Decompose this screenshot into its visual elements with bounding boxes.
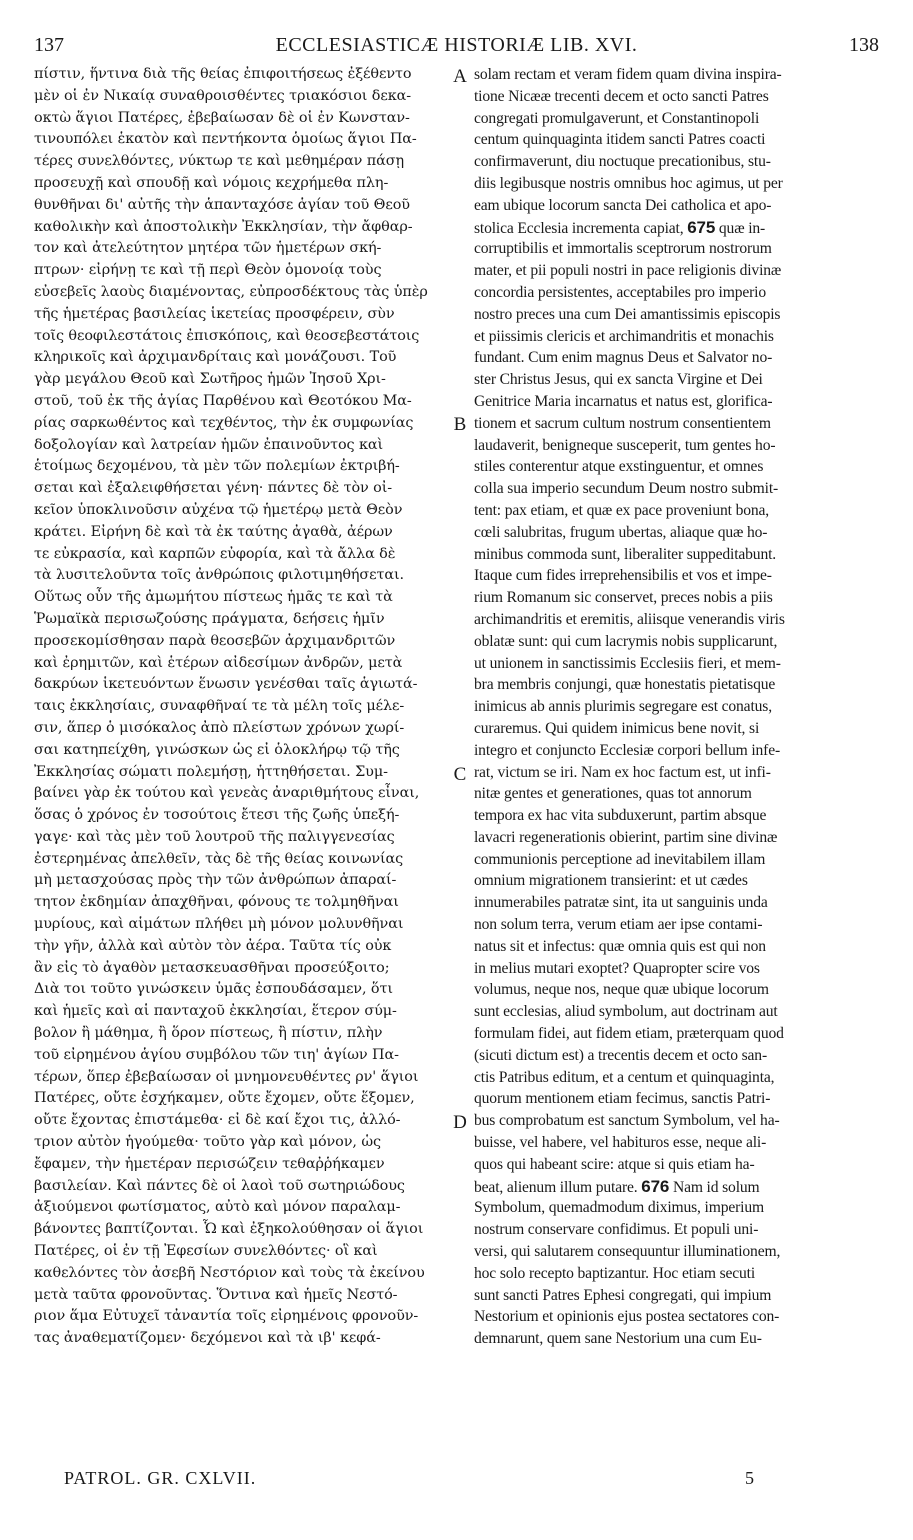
latin-text-line: tione Nicææ trecenti decem et octo sancti Patres [474, 87, 769, 105]
running-header [34, 34, 879, 62]
greek-text-line: ὅσας ὁ χρόνος ἐν τοσούτοις ἔτεσι τῆς ζωῆς ὑπεξή- [34, 807, 400, 824]
latin-text-line: sunt sancti Patres Ephesi congregati, qui impium [474, 1286, 772, 1304]
latin-text-line: inimicus ab annis plurimis segregare est conatus, [474, 698, 772, 716]
latin-text-line: et piissimis clericis et archimandritis et monachis [474, 327, 774, 345]
greek-text-line: βολον ἢ μάθημα, ἢ ὅρον πίστεως, ἢ πίστιν, πλὴν [34, 1025, 383, 1042]
latin-text-line: lavacri regenerationis obierint, partim sine divinæ [474, 828, 778, 846]
latin-text-line: concordia persistentes, acceptabiles pro imperio [474, 283, 766, 301]
latin-text-line: quos qui habeant scire: atque si quis etiam ha- [474, 1155, 755, 1173]
latin-text-line: tionem et sacrum cultum nostrum consentientem [474, 414, 771, 432]
greek-text-line: τέρων, ὅπερ ἐβεβαίωσαν οἱ μνημονευθέντες ρν' ἅγιοι [34, 1068, 419, 1085]
greek-text-line: γὰρ μεγάλου Θεοῦ καὶ Σωτῆρος ἡμῶν Ἰησοῦ Χρι- [34, 371, 386, 388]
greek-text-line: τοῦ εἰρημένου ἁγίου συμβόλου τῶν τιη' ἁγίων Πα- [34, 1046, 399, 1063]
latin-text-line: stolica Ecclesia incrementa capiat, 675 quæ in- [474, 217, 766, 237]
greek-text-line: τε εὐκρασία, καὶ καρπῶν εὐφορία, καὶ τὰ ἄλλα δὲ [34, 545, 396, 562]
latin-text-line: beat, alienum illum putare. 676 Nam id solum [474, 1176, 760, 1196]
latin-text-line: nostro preces una cum Dei amantissimis episcopis [474, 305, 781, 323]
latin-text-line: colla sua imperio secundum Deum nostro submit- [474, 480, 779, 498]
latin-text-line: quorum mentionem etiam fecimus, sanctis Patri- [474, 1090, 771, 1108]
greek-text-line: ἐστερημένας ἀπελθεῖν, τὰς δὲ τῆς θείας κοινωνίας [34, 850, 404, 867]
latin-text-line: curaremus. Qui quidem inimicus bene novit, si [474, 719, 760, 737]
latin-text-line: eam ubique locorum sancta Dei catholica et apo- [474, 196, 772, 214]
greek-text-line: μὴ μετασχούσας πρὸς τὴν τῶν ἀνθρώπων ἀπαραί- [34, 872, 397, 889]
greek-text-line: προσευχῇ καὶ σπουδῇ καὶ νόμοις κεχρήμεθα πλη- [34, 174, 389, 191]
greek-text-line: οκτὼ ἅγιοι Πατέρες, ἐβεβαίωσαν δὲ οἱ ἐν Κωνσταν- [34, 109, 410, 126]
greek-text-line: σεται καὶ ἐξαλειφθήσεται γένη· πάντες δὲ τὸν οἰ- [34, 480, 393, 497]
latin-text-line: diis legibusque nostris omnibus hoc agimus, ut per [474, 174, 783, 192]
greek-text-line: Οὕτως οὖν τῆς ἀμωμήτου πίστεως ἡμᾶς τε καὶ τὰ [34, 589, 393, 606]
greek-text-line: τινουπόλει ἑκατὸν καὶ πεντήκοντα ὁμοίως ἅγιοι Πα- [34, 131, 417, 148]
latin-text-line: centum quinquaginta itidem sancti Patres coacti [474, 131, 766, 149]
greek-text-line: σαι κατηπείχθη, γινώσκων ὡς εἰ ὁλοκλήρῳ τῷ τῆς [34, 741, 400, 758]
greek-text-line: μὲν οἱ ἐν Νικαίᾳ συναθροισθέντες τριακόσιοι δεκα- [34, 87, 411, 104]
latin-text-line: integro et conjuncto Ecclesiæ corpori bellum infe- [474, 741, 781, 759]
latin-text-line: ut unionem in sanctissimis Ecclesiis fieri, et mem- [474, 654, 781, 672]
greek-text-line: Πατέρες, οἱ ἐν τῇ Ἐφεσίων συνελθόντες· οἳ καὶ [34, 1243, 378, 1260]
latin-text-line: laudaverit, benigneque susceperit, tum gentes ho- [474, 436, 776, 454]
greek-text-line: πτρων· εἰρήνῃ τε καὶ τῇ περὶ Θεὸν ὁμονοίᾳ τοὺς [34, 262, 382, 279]
latin-text-line: demnarunt, quem sane Nestorium una cum Eu- [474, 1330, 762, 1348]
greek-text-line: τῆς ἡμετέρας βασιλείας ἱκετείας προσφέρειν, σὺν [34, 305, 395, 322]
greek-text-line: τητον ἐκδημίαν ἀπαχθῆναι, φόνους τε τολμηθῆναι [34, 894, 399, 911]
page-number-left: 137 [34, 34, 64, 56]
latin-text-line: tempora ex hac vita subduxerunt, partim absque [474, 807, 767, 825]
latin-text-line: ctis Patribus editum, et a centum et quinquaginta, [474, 1068, 775, 1086]
latin-text-line: natus sit et infectus: quæ omnia quis est qui non [474, 937, 766, 955]
greek-text-line: ταις ἐκκλησίαις, συναφθῆναί τε τὰ μέλη τοῖς μέλε- [34, 698, 405, 715]
latin-text-line: (sicuti dictum est) a trecentis decem et octo san- [474, 1046, 767, 1064]
latin-text-line: volumus, neque nos, neque quæ ubique locorum [474, 981, 769, 999]
greek-text-line: καὶ ἡμεῖς καὶ αἱ πανταχοῦ ἐκκλησίαι, ἕτερον σύμ- [34, 1003, 397, 1020]
latin-text-line: confirmaverunt, diu noctuque precationibus, stu- [474, 153, 771, 171]
greek-text-line: ἀξιούμενοι φωτίσματος, αὐτὸ καὶ μόνον παραλαμ- [34, 1199, 401, 1216]
greek-text-line: καὶ ἐρημιτῶν, καὶ ἑτέρων αἰδεσίμων ἀνδρῶν, μετὰ [34, 654, 403, 671]
latin-text-line: buisse, vel habere, vel habituros esse, neque ali- [474, 1134, 767, 1152]
margin-marker-a: A [453, 66, 467, 87]
greek-text-line: κληρικοῖς καὶ ἀρχιμανδρίταις καὶ μονάζουσι. Τοῦ [34, 349, 397, 366]
latin-text-line: bra membris conjungi, quæ honestatis pietatisque [474, 676, 776, 694]
greek-text-line: εὐσεβεῖς λαοὺς διαμένοντας, εὐπροσδέκτους τὰς ὑπὲρ [34, 283, 428, 300]
greek-text-line: μυρίους, καὶ αἱμάτων πλήθει μὴ μόνον μολυνθῆναι [34, 916, 404, 933]
latin-text-line: sunt ecclesias, aliud symbolum, aut doctrinam aut [474, 1003, 778, 1021]
footer-signature: 5 [745, 1468, 754, 1488]
greek-text-line: καθολικὴν καὶ ἀποστολικὴν Ἐκκλησίαν, τὴν ἄφθαρ- [34, 218, 413, 235]
latin-text-line: formulam fidei, aut fidem etiam, præterquam quod [474, 1025, 784, 1043]
latin-text-line: versi, qui salutarem consequuntur illuminationem, [474, 1243, 781, 1261]
greek-text-line: θυνθῆναι δι' αὐτῆς τὴν ἁπανταχόσε ἁγίαν τοῦ Θεοῦ [34, 196, 410, 213]
greek-text-line: πίστιν, ἥντινα διὰ τῆς θείας ἐπιφοιτήσεως ἐξέθεντο [34, 66, 412, 82]
margin-marker-b: B [453, 414, 467, 435]
latin-text-line: tent: pax etiam, et quæ ex pace proveniunt bona, [474, 501, 770, 519]
greek-text-line: Ἐκκλησίας σώματι πολεμήσῃ, ἡττηθήσεται. Συμ- [34, 763, 388, 780]
latin-text-line: in melius mutari exoptet? Quapropter scire vos [474, 959, 760, 977]
latin-text-line: corruptibilis et immortalis sceptrorum nostrorum [474, 240, 772, 258]
greek-text-line: προσεκομίσθησαν παρὰ θεοσεβῶν ἀρχιμανδριτῶν [34, 632, 396, 649]
greek-text-line: Ῥωμαϊκὰ περισωζούσης πράγματα, δεήσεις ἡμῖν [34, 610, 385, 627]
latin-text-line: Symbolum, quemadmodum diximus, imperium [474, 1199, 764, 1217]
latin-text-line: stiles conterentur atque exstinguentur, et omnes [474, 458, 764, 476]
greek-text-line: ἔφαμεν, τὴν ἡμετέραν περισώζειν τεθαῤῥήκαμεν [34, 1155, 385, 1172]
latin-text-line: solam rectam et veram fidem quam divina inspira- [474, 66, 782, 83]
greek-text-line: ριον ἅμα Εὐτυχεῖ τἀναντία τοῖς εἰρημένοις φρονοῦν- [34, 1308, 419, 1325]
margin-marker-c: C [453, 764, 467, 785]
greek-text-line: Πατέρες, οὔτε ἐσχήκαμεν, οὔτε ἔχομεν, οὔτε ἕξομεν, [34, 1090, 415, 1107]
running-title: ECCLESIASTICÆ HISTORIÆ LIB. XVI. [275, 34, 638, 56]
greek-text-line: ἑτοίμως δεχομένου, τὰ μὲν τῶν πολεμίων ἐκτριβή- [34, 458, 400, 475]
greek-text-line: βασιλείαν. Καὶ πάντες δὲ οἱ λαοὶ τοῦ σωτηριώδους [34, 1177, 405, 1194]
greek-text-line: τὴν γῆν, ἀλλὰ καὶ αὐτὸν τὸν ἀέρα. Ταῦτα τίς οὐκ [34, 937, 392, 954]
greek-column [34, 64, 442, 1350]
column-number-marker: 676 [641, 1176, 670, 1196]
page-number-right: 138 [849, 34, 879, 56]
latin-text-line: mater, et pii populi nostri in pace religionis divinæ [474, 262, 782, 280]
latin-text-line: oblatæ sunt: qui cum lacrymis nobis supplicarunt, [474, 632, 778, 650]
greek-text-line: τὰ λυσιτελοῦντα τοῖς ἀνθρώποις φιλοτιμηθήσεται. [34, 567, 405, 584]
greek-text-line: ἂν εἰς τὸ ἀγαθὸν μετασκευασθῆναι προσεύξοιτο; [34, 959, 390, 976]
greek-text-line: τέρες συνελθόντες, νύκτωρ τε καὶ μεθημέραν πάσῃ [34, 153, 405, 170]
greek-text-line: τριον αὐτὸν ἡγούμεθα· τοῦτο γὰρ καὶ μόνον, ὡς [34, 1134, 381, 1151]
greek-text-line: μετὰ ταῦτα φρονοῦντας. Ὅντινα καὶ ἡμεῖς Νεστό- [34, 1286, 398, 1303]
latin-text-line: archimandritis et eremitis, aliisque venerandis viris [474, 610, 785, 628]
latin-text-line: congregati promulgaverunt, et Constantinopoli [474, 109, 760, 127]
greek-text-line: τας ἀναθεματίζομεν· δεχόμενοι καὶ τὰ ιβ' κεφά- [34, 1330, 381, 1347]
latin-text-line: ster Christus Jesus, qui ex sancta Virgine et Dei [474, 371, 763, 389]
latin-text-line: Genitrice Maria incarnatus et natus est, glorifica- [474, 392, 773, 410]
greek-text-line: οὔτε ἔχοντας ἐπιστάμεθα· εἰ δὲ καί ἔχοι τις, ἀλλό- [34, 1112, 401, 1129]
greek-text-line: Διὰ τοι τοῦτο γινώσκειν ὑμᾶς ἐσπουδάσαμεν, ὅτι [34, 981, 393, 998]
greek-text-line: δακρύων ἱκετευόντων ἕνωσιν γενέσθαι ταῖς ἁγιωτά- [34, 676, 418, 693]
greek-text-line: σιν, ἅπερ ὁ μισόκαλος ἀπὸ πλείστων χρόνων χωρί- [34, 719, 405, 736]
greek-text-line: δοξολογίαν καὶ λατρείαν ἡμῶν ἐπαινοῦντος καὶ [34, 436, 384, 453]
latin-text-line: rium Romanum sic conservet, preces nobis a piis [474, 589, 773, 607]
latin-text-line: omnium migrationem transierint: et ut cædes [474, 872, 748, 890]
latin-text-line: cœli salubritas, frugum ubertas, aliaque quæ ho- [474, 523, 768, 541]
latin-text-line: innumerabiles patratæ sint, ita ut sanguinis unda [474, 894, 768, 912]
greek-text-line: καθελόντες τὸν ἀσεβῆ Νεστόριον καὶ τοὺς τὰ ἐκείνου [34, 1264, 425, 1281]
latin-text-line: minibus commoda sunt, liberaliter suppeditabunt. [474, 545, 777, 563]
latin-text-line: communionis perceptione ad inevitabilem illam [474, 850, 766, 868]
latin-text-line: rat, victum se iri. Nam ex hoc factum est, ut infi- [474, 763, 771, 781]
latin-text-line: Itaque cum fides irreprehensibilis et vos et impe- [474, 567, 772, 585]
greek-text-line: βάνοντες βαπτίζονται. Ὧ καὶ ἐξηκολούθησαν οἱ ἅγιοι [34, 1221, 424, 1238]
greek-text-line: γαγε· καὶ τὰς μὲν τοῦ λουτροῦ τῆς παλιγγενεσίας [34, 828, 395, 845]
latin-text-line: fundant. Cum enim magnus Deus et Salvator no- [474, 349, 773, 367]
margin-marker-d: D [453, 1112, 467, 1133]
greek-text-line: στοῦ, τοῦ ἐκ τῆς ἁγίας Παρθένου καὶ Θεοτόκου Μα- [34, 392, 412, 409]
latin-column [474, 64, 882, 1350]
latin-text-line: Nestorium et opinionis ejus postea sectatores con- [474, 1308, 780, 1326]
latin-text-line: hoc solo recepto baptizantur. Hoc etiam secuti [474, 1264, 756, 1282]
greek-text-line: ρίας σαρκωθέντος καὶ τεχθέντος, τὴν ἐκ συμφωνίας [34, 414, 414, 431]
latin-text-line: nitæ gentes et generationes, quas tot annorum [474, 785, 752, 803]
column-number-marker: 675 [687, 217, 716, 237]
latin-text-line: non solum terra, verum etiam aer ipse contami- [474, 916, 763, 934]
greek-text-line: βαίνει γὰρ ἐκ τούτου καὶ γενεὰς ἀναριθμήτους εἶναι, [34, 785, 420, 802]
greek-text-line: τον καὶ ἀτελεύτητον μητέρα τῶν ἡμετέρων σκή- [34, 240, 382, 257]
latin-text-line: nostrum conservare confidimus. Et populi uni- [474, 1221, 759, 1239]
latin-text-line: bus comprobatum est sanctum Symbolum, vel ha- [474, 1112, 780, 1130]
greek-text-line: κράτει. Εἰρήνη δὲ καὶ τὰ ἐκ ταύτης ἀγαθὰ, ἀέρων [34, 523, 393, 540]
greek-text-line: τοῖς θεοφιλεστάτοις ἐπισκόποις, καὶ θεοσεβεστάτοις [34, 327, 420, 344]
footer-series: PATROL. GR. CXLVII. [64, 1468, 257, 1488]
greek-text-line: κεῖον ὑποκλινοῦσιν αὐχένα τῷ ἡμετέρῳ μετὰ Θεὸν [34, 501, 403, 518]
